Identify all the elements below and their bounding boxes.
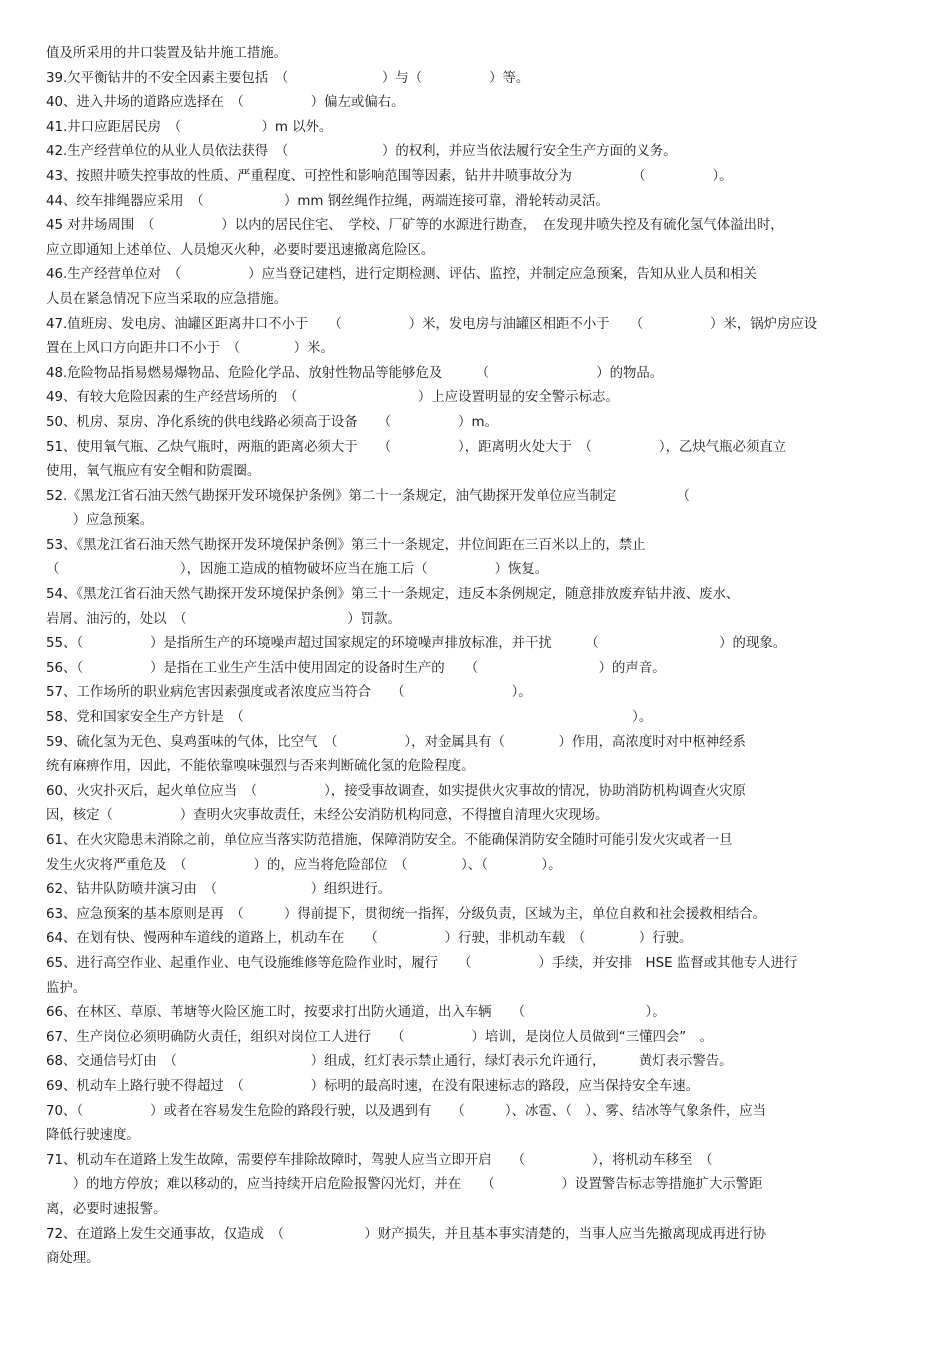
text-line: 40、进入井场的道路应选择在 （ ）偏左或偏右。 (46, 95, 405, 111)
text-line: 69、机动车上路行驶不得超过 （ ）标明的最高时速，在没有限速标志的路段，应当保持安全车速。 (46, 1078, 700, 1094)
text-line: 应立即通知上述单位、人员熄灭火种，必要时要迅速撤离危险区。 (46, 242, 435, 258)
text-line: 70、（ ）或者在容易发生危险的路段行驶，以及遇到有 （ ）、冰雹、（ ）、雾、结冰等气象条件，应当 (46, 1103, 767, 1119)
text-line: 监护。 (46, 980, 87, 996)
text-line: ）应急预案。 (46, 513, 154, 529)
text-line: 52.《黑龙江省石油天然气勘探开发环境保护条例》第二十一条规定，油气勘探开发单位应当制定 （ (46, 488, 690, 504)
text-line: 47.值班房、发电房、油罐区距离井口不小于 （ ）米，发电房与油罐区相距不小于 （ ）米，锅炉房应设 (46, 316, 818, 332)
text-line: 64、在划有快、慢两种车道线的道路上，机动车在 （ ）行驶，非机动车载 （ ）行驶。 (46, 931, 693, 947)
text-line: 44、绞车排绳器应采用 （ ）mm 钢丝绳作拉绳，两端连接可靠，滑轮转动灵活。 (46, 193, 609, 209)
text-line: 统有麻痹作用，因此，不能依靠嗅味强烈与否来判断硫化氢的危险程度。 (46, 759, 475, 775)
text-line: ）的地方停放；难以移动的，应当持续开启危险报警闪光灯，并在 （ ）设置警告标志等措施扩大示警距 (46, 1177, 763, 1193)
text-line: 岩屑、油污的，处以 （ ）罚款。 (46, 611, 401, 627)
text-line: 43、按照井喷失控事故的性质、严重程度、可控性和影响范围等因素，钻井井喷事故分为 （ ）。 (46, 168, 733, 184)
text-line: 39.欠平衡钻井的不安全因素主要包括 （ ）与（ ）等。 (46, 70, 530, 86)
text-line: 53、《黑龙江省石油天然气勘探开发环境保护条例》第三十一条规定，井位间距在三百米以上的，禁止 (46, 537, 646, 553)
text-line: 68、交通信号灯由 （ ）组成，红灯表示禁止通行，绿灯表示允许通行， 黄灯表示警告。 (46, 1054, 733, 1070)
text-line: 值及所采用的井口装置及钻井施工措施。 (46, 46, 288, 61)
text-line: 人员在紧急情况下应当采取的应急措施。 (46, 291, 288, 307)
text-line: 离，必要时速报警。 (46, 1201, 167, 1217)
question-list (46, 42, 898, 1272)
text-line: 48.危险物品指易燃易爆物品、危险化学品、放射性物品等能够危及 （ ）的物品。 (46, 365, 664, 381)
text-line: 41.井口应距居民房 （ ）m 以外。 (46, 119, 333, 135)
text-line: 66、在林区、草原、苇塘等火险区施工时，按要求打出防火通道，出入车辆 （ ）。 (46, 1005, 666, 1021)
text-line: 42.生产经营单位的从业人员依法获得 （ ）的权利，并应当依法履行安全生产方面的义务。 (46, 144, 677, 160)
text-line: 57、工作场所的职业病危害因素强度或者浓度应当符合 （ ）。 (46, 685, 532, 701)
text-line: 降低行驶速度。 (46, 1128, 140, 1144)
text-line: （ ），因施工造成的植物破坏应当在施工后（ ）恢复。 (46, 562, 549, 578)
text-line: 63、应急预案的基本原则是再 （ ）得前提下，贯彻统一指挥，分级负责，区域为主，单位自救和社会援救相结合。 (46, 906, 767, 922)
text-line: 62、钻井队防喷井演习由 （ ）组织进行。 (46, 882, 392, 898)
text-line: 72、在道路上发生交通事故，仅造成 （ ）财产损失，并且基本事实清楚的，当事人应当先撤离现成再进行协 (46, 1226, 767, 1242)
text-line: 67、生产岗位必须明确防火责任，组织对岗位工人进行 （ ）培训，是岗位人员做到“三懂四会” 。 (46, 1029, 713, 1045)
text-line: 51、使用氧气瓶、乙炔气瓶时，两瓶的距离必须大于 （ ），距离明火处大于 （ ），乙炔气瓶必须直立 (46, 439, 787, 455)
text-line: 60、火灾扑灭后，起火单位应当 （ ），接受事故调查，如实提供火灾事故的情况，协助消防机构调查火灾原 (46, 783, 746, 799)
text-line: 59、硫化氢为无色、臭鸡蛋味的气体，比空气 （ ），对金属具有（ ）作用，高浓度时对中枢神经系 (46, 734, 746, 750)
text-line: 因，核定（ ）查明火灾事故责任，未经公安消防机构同意，不得擅自清理火灾现场。 (46, 808, 609, 824)
text-line: 71、机动车在道路上发生故障，需要停车排除故障时，驾驶人应当立即开启 （ ），将机动车移至 （ (46, 1152, 713, 1168)
text-line: 45 对井场周围 （ ）以内的居民住宅、 学校、厂矿等的水源进行勘查， 在发现井喷失控及有硫化氢气体溢出时， (46, 218, 784, 234)
text-line: 55、（ ）是指所生产的环境噪声超过国家规定的环境噪声排放标准，并干扰 （ ）的现象。 (46, 636, 787, 652)
text-line: 49、有较大危险因素的生产经营场所的 （ ）上应设置明显的安全警示标志。 (46, 390, 619, 406)
text-line: 50、机房、泵房、净化系统的供电线路必须高于设备 （ ）m。 (46, 414, 498, 430)
text-line: 65、进行高空作业、起重作业、电气设施维修等危险作业时，履行 （ ）手续，并安排 HSE 监督或其他专人进行 (46, 955, 798, 971)
text-line: 61、在火灾隐患未消除之前，单位应当落实防范措施，保障消防安全。不能确保消防安全随时可能引发火灾或者一旦 (46, 833, 733, 848)
text-line: 使用，氧气瓶应有安全帽和防震圈。 (46, 464, 261, 480)
text-line: 置在上风口方向距井口不小于 （ ）米。 (46, 341, 334, 357)
text-line: 54、《黑龙江省石油天然气勘探开发环境保护条例》第三十一条规定，违反本条例规定，随意排放废弃钻井液、废水、 (46, 587, 740, 603)
text-line: 58、党和国家安全生产方针是 （ ）。 (46, 710, 653, 726)
text-line: 56、（ ）是指在工业生产生活中使用固定的设备时生产的 （ ）的声音。 (46, 660, 666, 676)
text-line: 46.生产经营单位对 （ ）应当登记建档，进行定期检测、评估、监控，并制定应急预案，告知从业人员和相关 (46, 267, 757, 283)
text-line: 商处理。 (46, 1251, 100, 1267)
text-line: 发生火灾将严重危及 （ ）的，应当将危险部位 （ ）、（ ）。 (46, 857, 562, 873)
